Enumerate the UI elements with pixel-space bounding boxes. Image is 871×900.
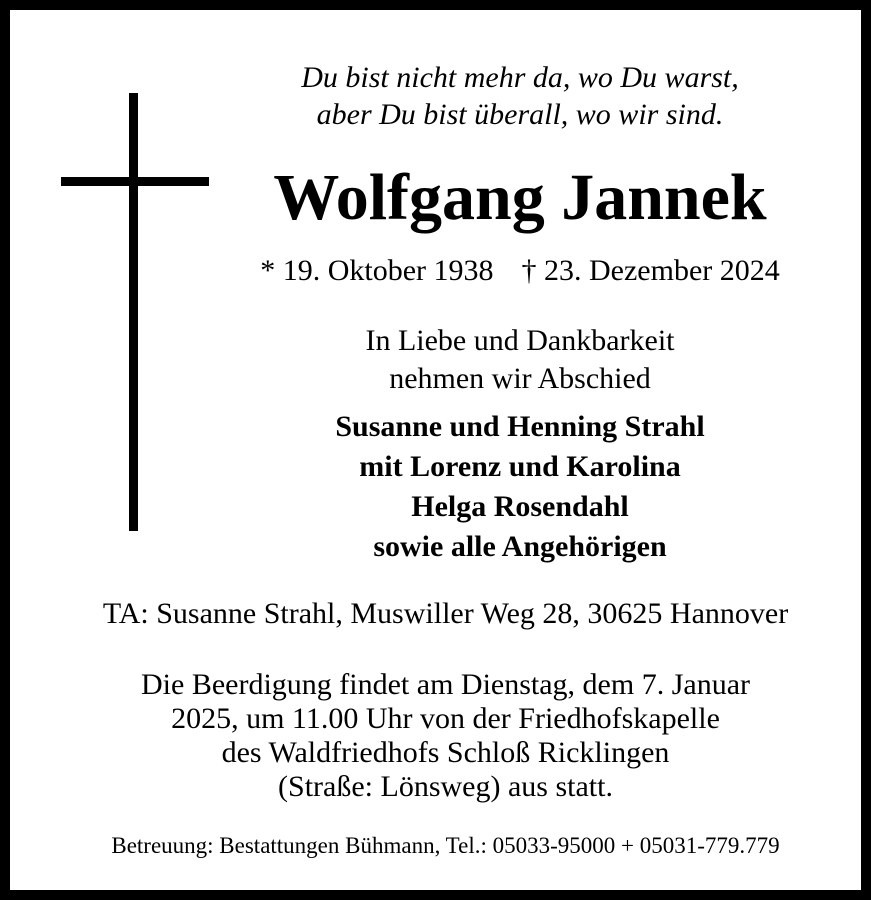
undertaker-footer: Betreuung: Bestattungen Bühmann, Tel.: 05033-95000 + 05031-779.779 bbox=[111, 833, 780, 858]
farewell-line-2: nehmen wir Abschied bbox=[389, 362, 651, 395]
funeral-line-4: (Straße: Lönsweg) aus statt. bbox=[278, 770, 613, 803]
death-date: † 23. Dezember 2024 bbox=[521, 254, 780, 287]
deceased-name: Wolfgang Jannek bbox=[273, 161, 767, 234]
contact-address: TA: Susanne Strahl, Muswiller Weg 28, 30625 Hannover bbox=[102, 597, 789, 630]
quote-line-1: Du bist nicht mehr da, wo Du warst, bbox=[301, 61, 739, 94]
quote bbox=[220, 59, 820, 133]
mourners-list bbox=[270, 407, 770, 567]
mourner-line: Helga Rosendahl bbox=[411, 490, 629, 523]
farewell-line-1: In Liebe und Dankbarkeit bbox=[365, 324, 675, 357]
birth-date: * 19. Oktober 1938 bbox=[260, 254, 494, 287]
funeral-line-3: des Waldfriedhofs Schloß Ricklingen bbox=[221, 736, 670, 769]
funeral-line-2: 2025, um 11.00 Uhr von der Friedhofskapelle bbox=[171, 702, 720, 735]
mourner-line: sowie alle Angehörigen bbox=[373, 530, 667, 563]
mourner-line: Susanne und Henning Strahl bbox=[335, 410, 705, 443]
life-dates bbox=[220, 252, 820, 290]
quote-line-2: aber Du bist überall, wo wir sind. bbox=[316, 98, 724, 131]
mourner-line: mit Lorenz und Karolina bbox=[359, 450, 681, 483]
funeral-line-1: Die Beerdigung findet am Dienstag, dem 7. Januar bbox=[141, 668, 750, 701]
farewell-text bbox=[270, 322, 770, 398]
funeral-info bbox=[40, 668, 851, 804]
cross-vertical-bar bbox=[129, 93, 138, 531]
